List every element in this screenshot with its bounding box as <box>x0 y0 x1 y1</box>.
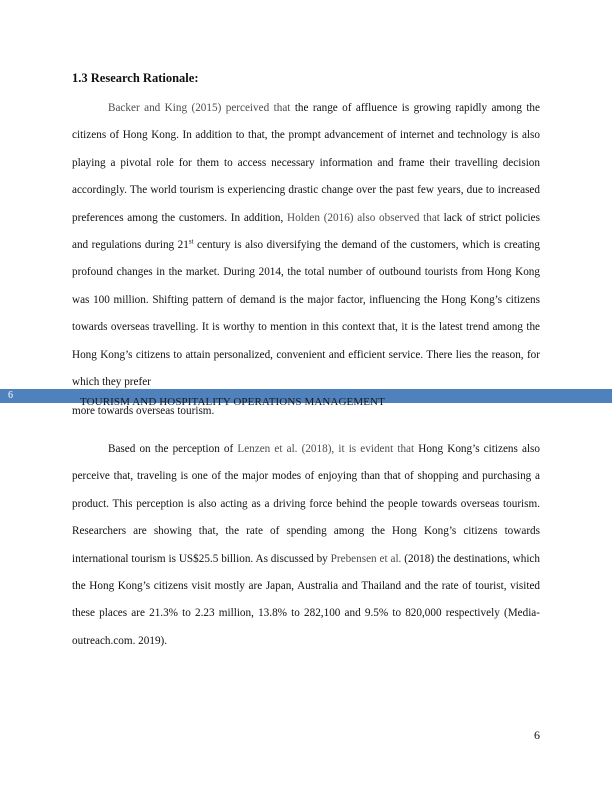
body-text: (2018) the destinations, which the Hong Kong’s citizens visit mostly are Japan, Australia and Thailand and the rate of tourist, visited these places are 21.3% to 2.23 million, 13.8% to 282,100 and 9.5% to 820,000 respectively (Media-outreach.com. 2019). <box>72 552 540 647</box>
running-title: TOURISM AND HOSPITALITY OPERATIONS MANAGEMENT <box>80 396 385 408</box>
body-text: Hong Kong’s citizens also perceive that, traveling is one of the major modes of enjoying than that of shopping and purchasing a product. This perception is also acting as a driving force behind the people towards overseas tourism. Researchers are showing that, the rate of spending among the Hong Kong’s citizens towards international tourism is US$25.5 billion. As discussed by <box>72 443 541 565</box>
citation: Holden (2016) also observed that <box>287 211 440 224</box>
citation: Backer and King (2015) perceived that <box>108 102 291 114</box>
paragraph-2 <box>72 436 540 655</box>
section-heading: 1.3 Research Rationale: <box>72 71 199 85</box>
paragraph-1 <box>72 95 540 396</box>
footer-page-number: 6 <box>534 728 540 742</box>
citation: Lenzen et al. (2018), it is evident that <box>237 443 415 455</box>
body-text: century is also diversifying the demand of the customers, which is creating profound changes in the market. During 2014, the total number of outbound tourists from Hong Kong was 100 million. Shifting pattern of demand is the major factor, influencing the Hong Kong’s citizens towards overseas travelling. It is worthy to mention in this context that, it is the latest trend among the Hong Kong’s citizens to attain personalized, convenient and efficient service. There lies the reason, for which they prefer <box>72 239 540 389</box>
superscript: st <box>188 237 194 246</box>
paragraph-1-tail: more towards overseas tourism. <box>72 405 215 417</box>
header-page-number: 6 <box>8 390 13 401</box>
body-text: Based on the perception of <box>108 443 238 455</box>
body-text: the range of affluence is growing rapidly among the citizens of Hong Kong. In addition to that, the prompt advancement of internet and technology is also playing a pivotal role for them to access necessary information and frame their travelling decision accordingly. The world tourism is experiencing drastic change over the past few years, due to increased preferences among the customers. In addition, <box>72 102 540 224</box>
body-text: lack of strict policies and regulations during 21 <box>72 211 540 252</box>
citation: Prebensen et al. <box>330 552 402 565</box>
